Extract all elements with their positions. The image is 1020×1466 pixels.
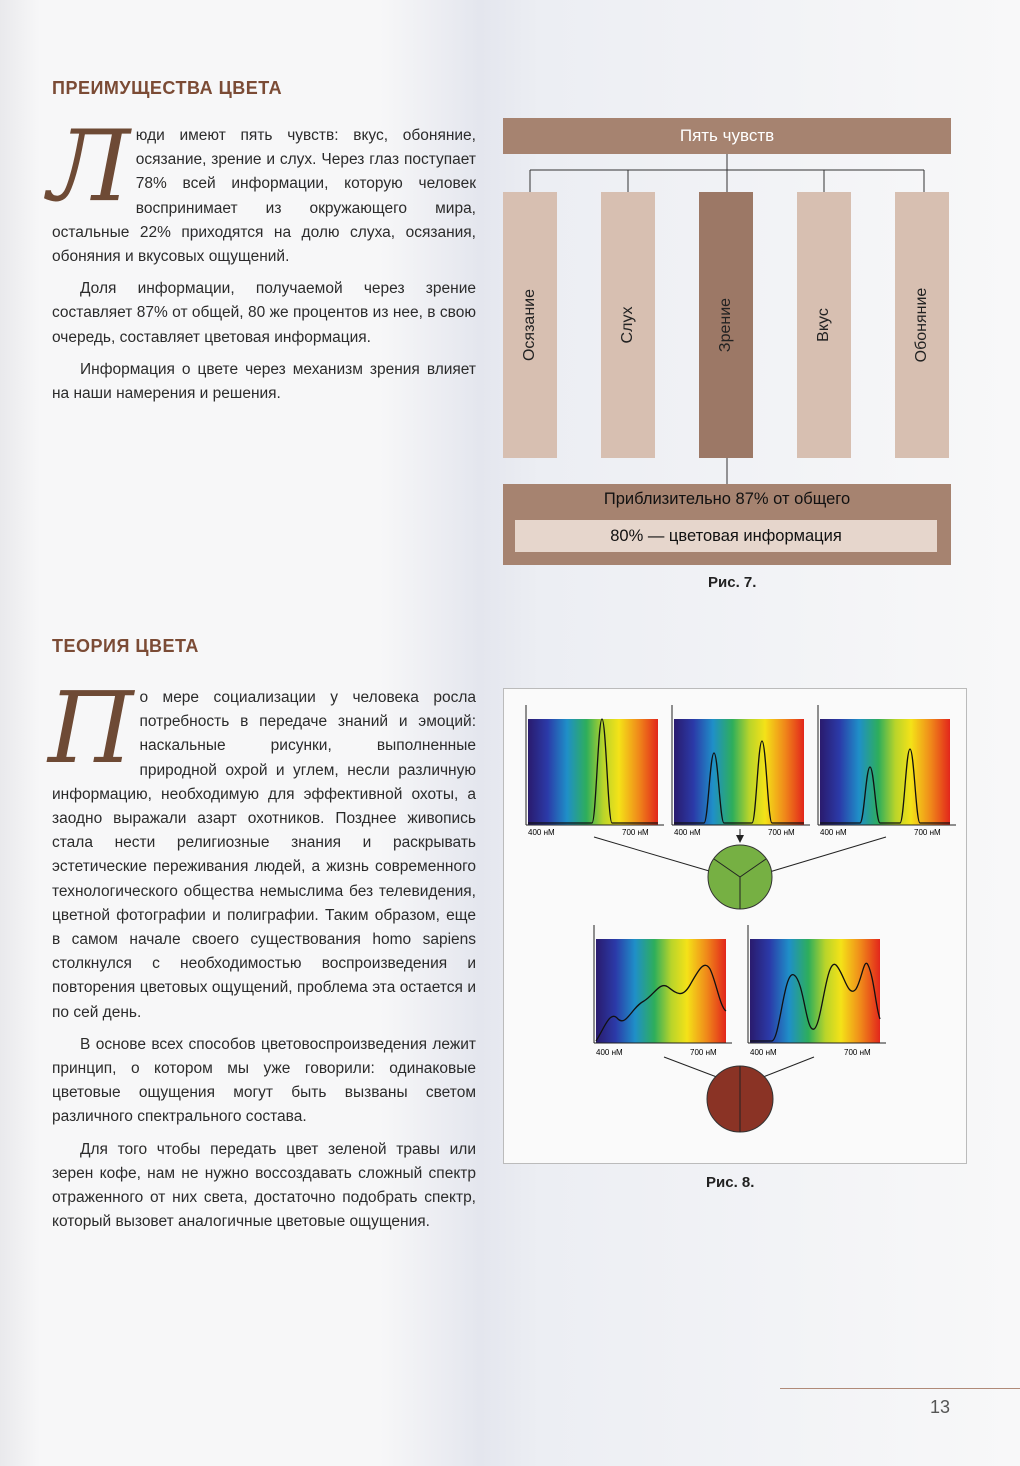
section1-para2: Доля информации, получаемой через зрение составляет 87% от общей, 80 же процентов из нее, в свою очередь, составляет цветовая информация. — [52, 280, 476, 346]
section2-para3: Для того чтобы передать цвет зеленой травы или зерен кофе, нам не нужно воссоздавать сложный спектр отраженного от них света, достаточно подобрать спектр, который вызовет аналогичные цветовые ощущения. — [52, 1140, 476, 1231]
axis-label-400: 400 нМ — [674, 828, 701, 837]
section1-para1 — [48, 110, 476, 269]
section-heading-advantages: ПРЕИМУЩЕСТВА ЦВЕТА — [52, 78, 283, 98]
axis-label-700: 700 нМ — [622, 828, 649, 837]
axis-label-700: 700 нМ — [690, 1048, 717, 1057]
approx-87-label: Приблизительно 87% от общего — [603, 490, 851, 508]
axis-label-400: 400 нМ — [750, 1048, 777, 1057]
axis-label-400: 400 нМ — [596, 1048, 623, 1057]
green-result-circle — [708, 845, 772, 909]
para-text: юди имеют пять чувств: вкус, обоняние, осязание, зрение и слух. Через глаз поступает 78% всей информации, которую человек воспринимает из окружающего мира, остальные 22% приходятся на долю слуха, осязания, обоняния и вкусовых ощущений. — [52, 127, 476, 266]
sense-label: Зрение — [717, 297, 734, 353]
section1-body — [48, 110, 476, 414]
five-senses-diagram — [503, 118, 951, 565]
axis-label-700: 700 нМ — [768, 828, 795, 837]
section-heading-theory: ТЕОРИЯ ЦВЕТА — [52, 636, 199, 656]
axis-label-700: 700 нМ — [914, 828, 941, 837]
footer-rule — [780, 1388, 1020, 1389]
section2-para1 — [48, 672, 476, 1025]
spectrum-figure — [503, 688, 967, 1164]
sense-smell — [895, 192, 949, 458]
figure7-caption: Рис. 7. — [708, 574, 757, 591]
arrow — [594, 837, 716, 873]
arrow — [664, 1057, 722, 1079]
figure8-caption: Рис. 8. — [706, 1174, 755, 1191]
brown-result-circle — [707, 1066, 773, 1132]
sense-label: Вкус — [815, 308, 832, 342]
arrow — [758, 1057, 814, 1079]
five-senses-bar: Пять чувств — [503, 118, 951, 154]
axis-label-700: 700 нМ — [844, 1048, 871, 1057]
spectrum-chart-1 — [526, 705, 664, 825]
page-number: 13 — [930, 1397, 951, 1417]
dropcap: П — [48, 672, 134, 786]
section2-para2: В основе всех способов цветовоспроизведения лежит принцип, о котором мы уже говорили: одинаковые цветовые ощущения могут быть вызваны светом различного спектрального состава. — [52, 1035, 476, 1126]
sense-touch — [503, 192, 557, 458]
spectrum-diagram — [504, 689, 966, 1163]
vision-connector — [503, 458, 951, 484]
section2-body — [48, 672, 476, 1242]
axis-label-400: 400 нМ — [528, 828, 555, 837]
axis-label-400: 400 нМ — [820, 828, 847, 837]
para-text: о мере социализации у человека росла потребность в передаче знаний и эмоций: наскальные рисунки, выполненные природной охрой и углем, несли различную информацию, необходимую для эффективной охоты, а заодно выражали азарт охотников. Позднее живопись стала нести религиозные знания и раскрывать эстетические переживания людей, а жизнь современного технологического общества немыслима без телевидения, цветной фотографии и полиграфии. Таким образом, еще в самом начале своего существования homo sapiens столкнулся с необходимостью воспроизведения и повторения цветовых ощущений, проблема эта остается и по сей день. — [52, 689, 476, 1021]
arrow — [766, 837, 886, 873]
spectrum-chart-5 — [748, 925, 886, 1043]
sense-hearing — [601, 192, 655, 458]
dropcap: Л — [48, 110, 130, 224]
color-info-bar: 80% — цветовая информация — [515, 520, 937, 552]
sense-label: Слух — [619, 306, 636, 344]
spectrum-chart-4 — [594, 925, 732, 1043]
sense-label: Осязание — [521, 288, 538, 362]
sense-label: Обоняние — [913, 287, 930, 363]
approx-87-bar — [503, 484, 951, 565]
spectrum-chart-2 — [672, 705, 810, 825]
spectrum-chart-3 — [818, 705, 956, 825]
sense-vision — [699, 192, 753, 458]
section1-para3: Информация о цвете через механизм зрения влияет на наши намерения и решения. — [52, 360, 476, 403]
sense-taste — [797, 192, 851, 458]
